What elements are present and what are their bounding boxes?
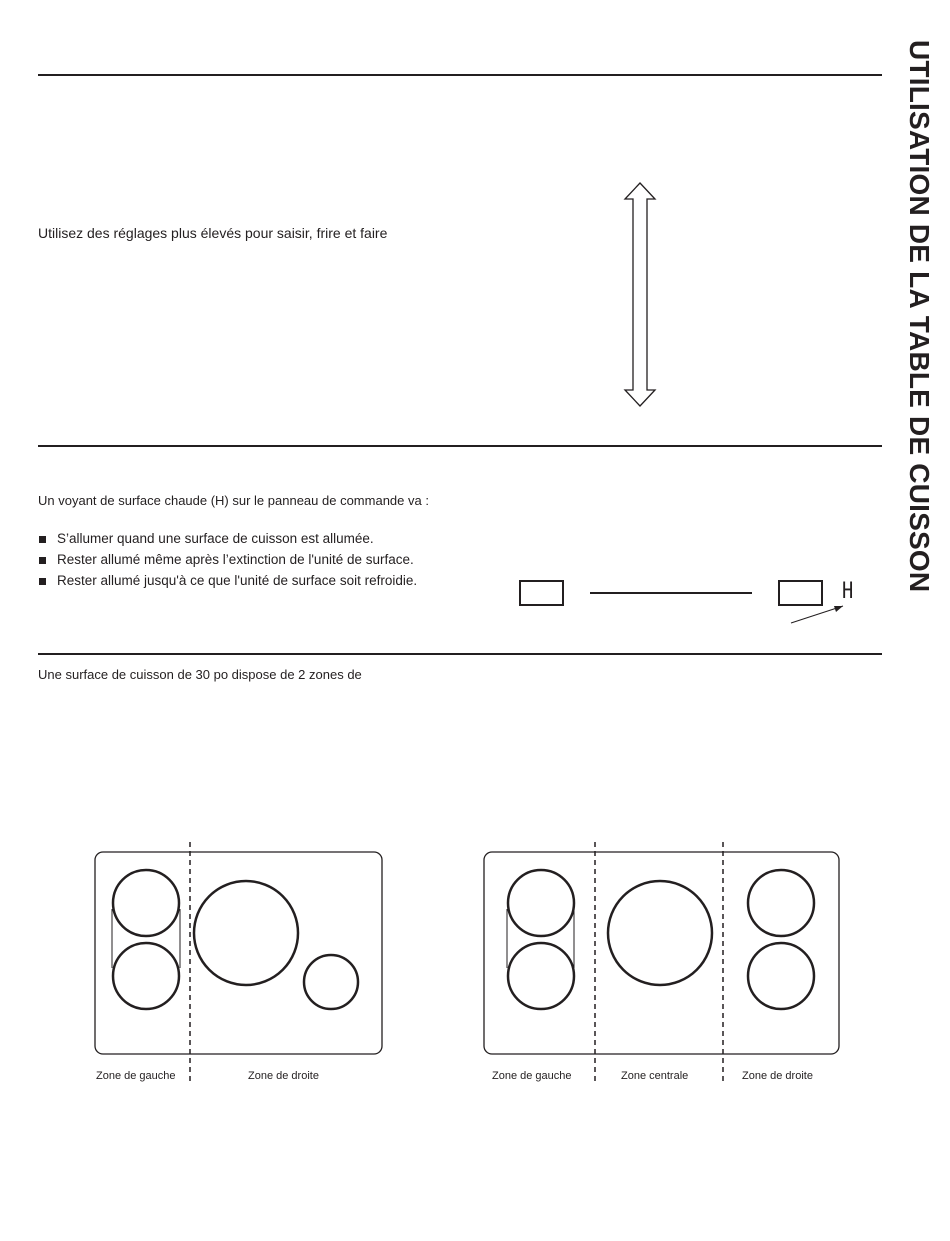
left-display-box <box>520 581 563 605</box>
cooktop-36-diagram <box>478 840 848 1090</box>
burner <box>304 955 358 1009</box>
list-item: Rester allumé même après l’extinction de l'unité de surface. <box>38 551 417 572</box>
right-display-box <box>779 581 822 605</box>
hot-surface-indicator: H <box>841 579 854 604</box>
burner <box>508 943 574 1009</box>
zones-text: Une surface de cuisson de 30 po dispose de 2 zones de <box>38 667 362 682</box>
burner <box>113 943 179 1009</box>
hot-surface-list <box>38 530 417 593</box>
hot-surface-intro: Un voyant de surface chaude (H) sur le panneau de commande va : <box>38 493 429 508</box>
zone-label: Zone de gauche <box>492 1070 572 1082</box>
zone-label: Zone centrale <box>621 1070 689 1082</box>
settings-text: Utilisez des réglages plus élevés pour saisir, frire et faire <box>38 225 388 241</box>
burner <box>508 870 574 936</box>
zone-label: Zone de gauche <box>96 1070 176 1082</box>
double-arrow-icon <box>620 182 660 410</box>
section-divider <box>38 653 882 655</box>
list-item: Rester allumé jusqu'à ce que l'unité de surface soit refroidie. <box>38 572 417 593</box>
section-divider <box>38 74 882 76</box>
burner <box>748 943 814 1009</box>
list-item: S’allumer quand une surface de cuisson est allumée. <box>38 530 417 551</box>
pointer-arrow-head <box>834 606 843 612</box>
burner <box>194 881 298 985</box>
burner <box>608 881 712 985</box>
section-divider <box>38 445 882 447</box>
zone-label: Zone de droite <box>742 1070 813 1082</box>
zone-label: Zone de droite <box>248 1070 319 1082</box>
control-panel-diagram <box>515 575 865 630</box>
burner <box>113 870 179 936</box>
cooktop-30-diagram <box>90 840 390 1090</box>
section-side-title: UTILISATION DE LA TABLE DE CUISSON <box>904 40 935 593</box>
burner <box>748 870 814 936</box>
